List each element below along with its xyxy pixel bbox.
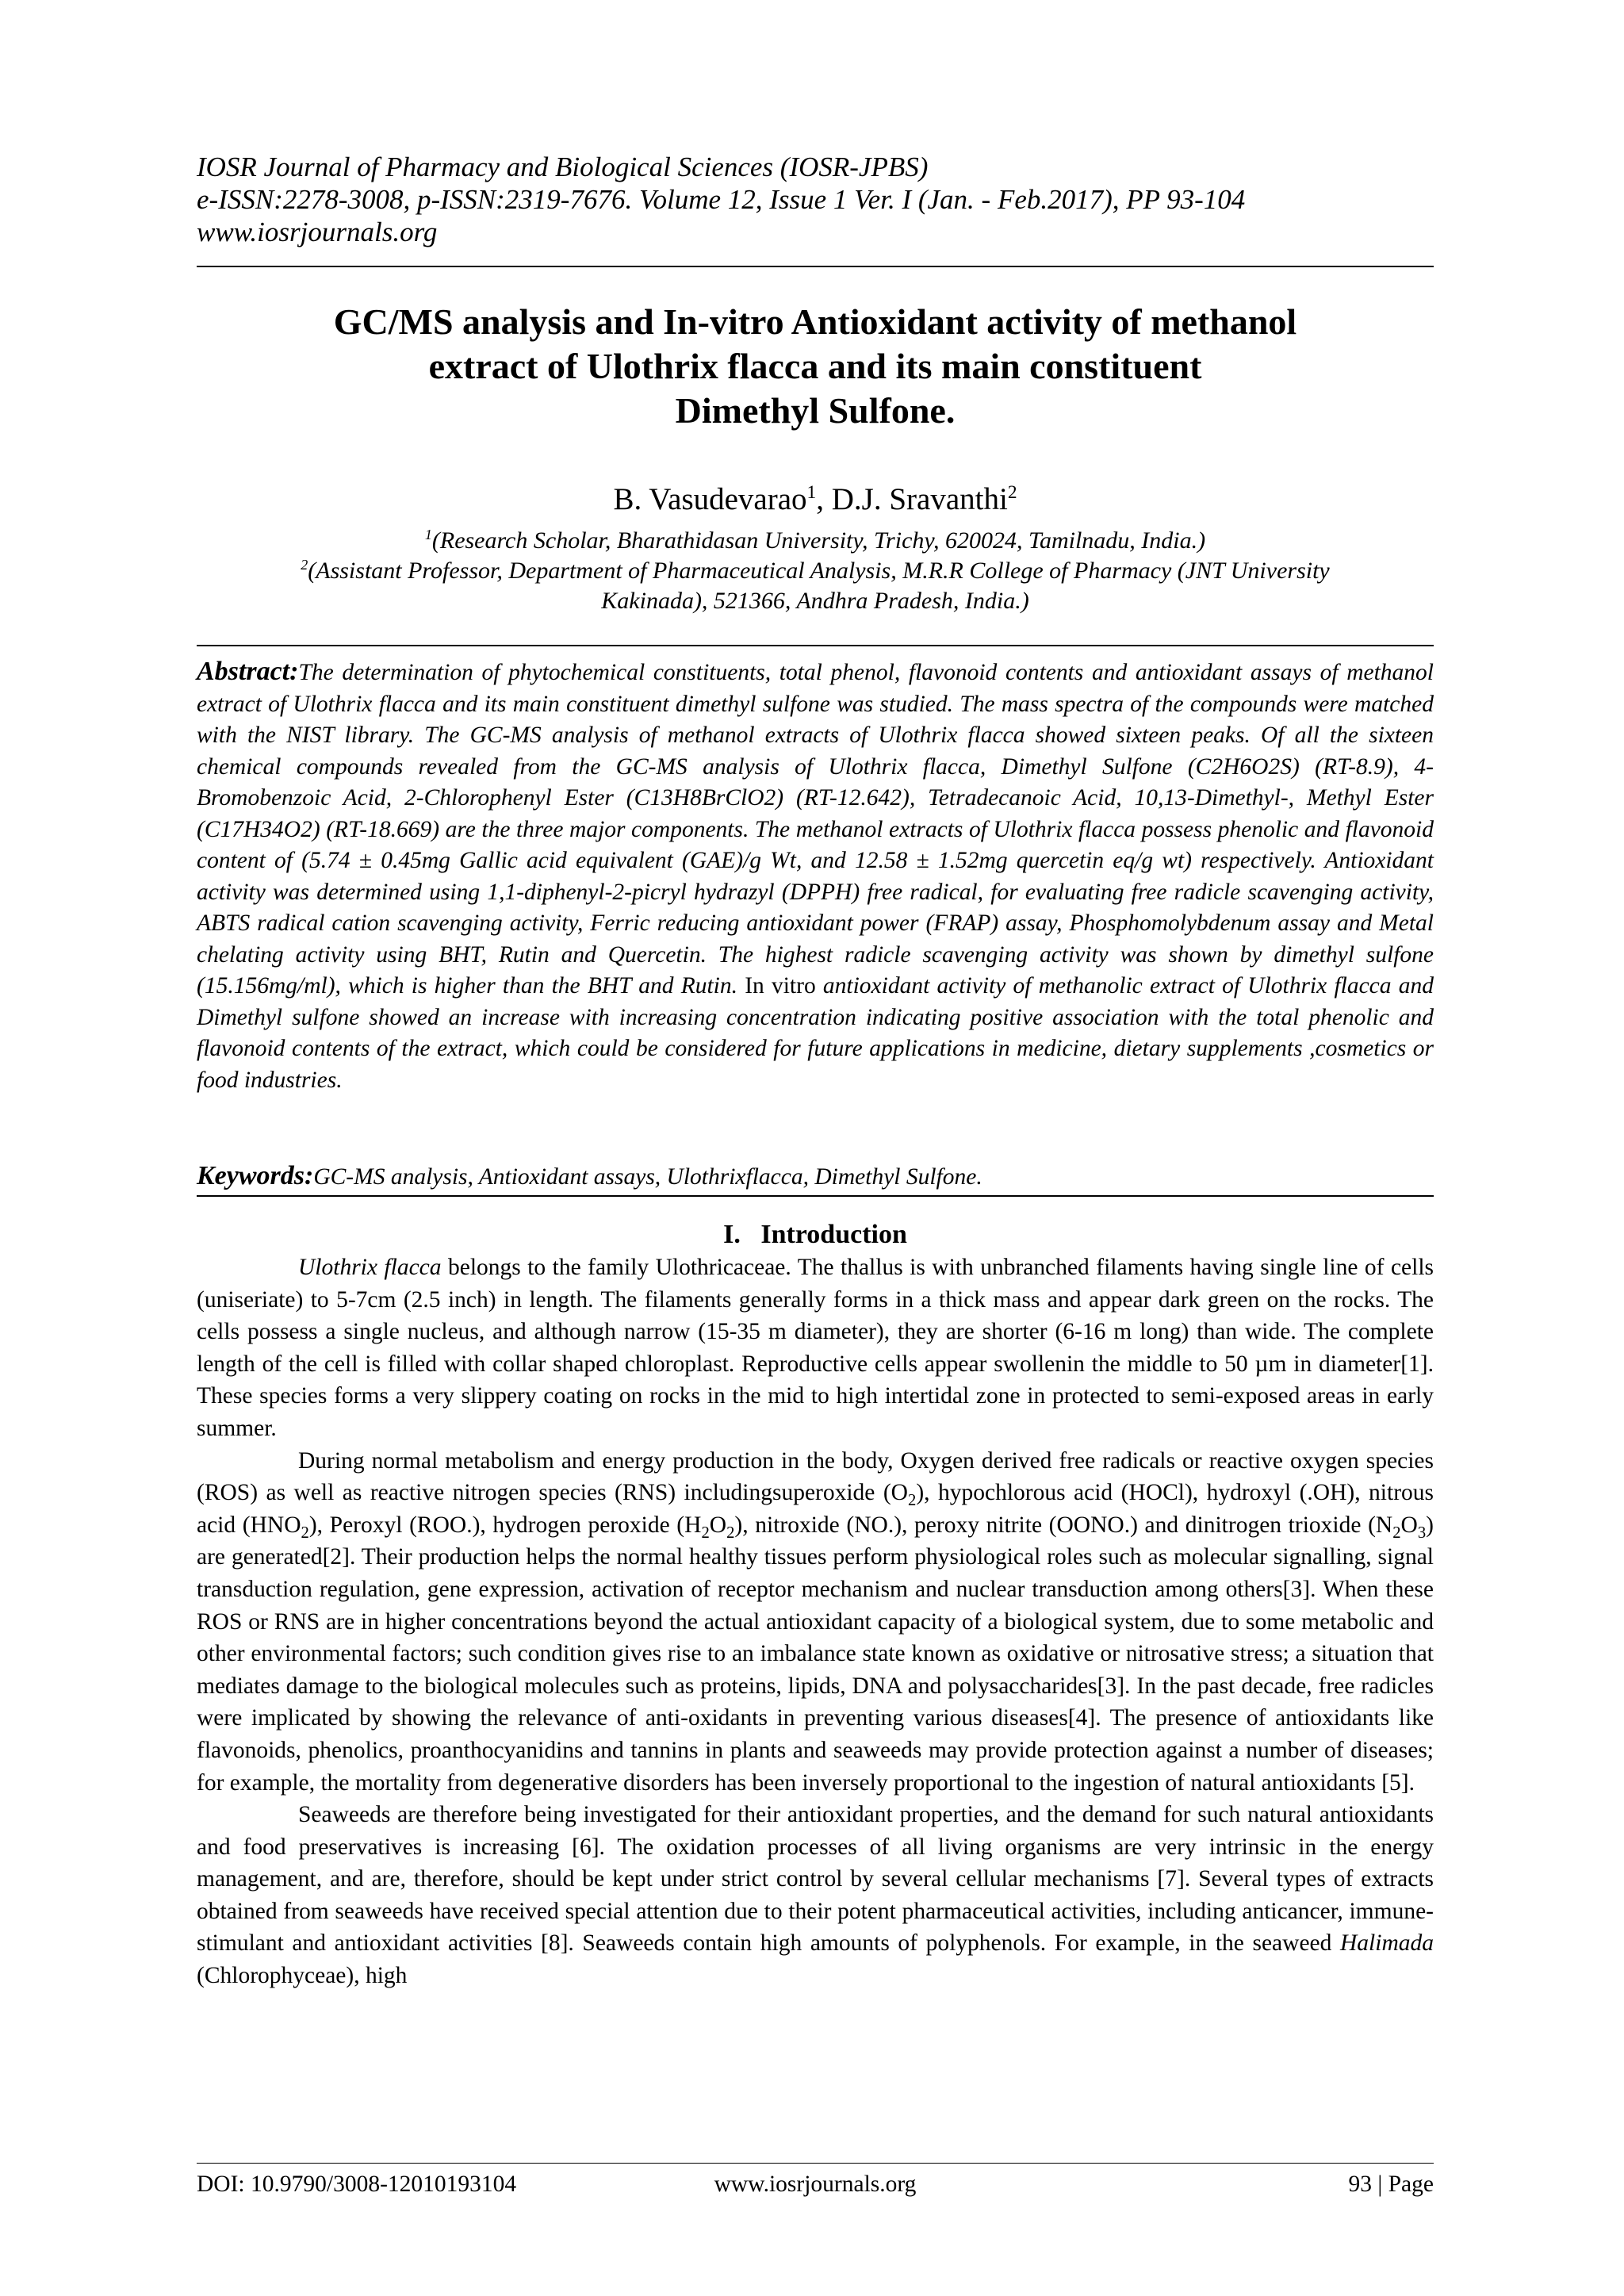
journal-name: IOSR Journal of Pharmacy and Biological Sciences (IOSR-JPBS) xyxy=(197,151,929,182)
author-2: D.J. Sravanthi xyxy=(831,482,1008,516)
section-heading-introduction xyxy=(197,1219,1434,1251)
abstract-top-rule xyxy=(197,645,1434,646)
genus-name: Halimada xyxy=(1340,1930,1434,1957)
author-2-affiliation-mark: 2 xyxy=(1007,482,1017,503)
affiliation-2-continued: Kakinada), 521366, Andhra Pradesh, India.) xyxy=(601,588,1029,614)
author-list xyxy=(197,481,1434,518)
affiliations xyxy=(197,526,1434,616)
affiliation-2: $^2$(Assistant Professor, Department of Pharmaceutical Analysis, M.R.R College of Pharmacy (JNT University xyxy=(301,557,1330,584)
journal-header xyxy=(197,151,1434,248)
abstract-text: The determination of phytochemical constituents, total phenol, flavonoid contents and antioxidant assays of methanol extract of Ulothrix flacca and its main constituent dimethyl sulfone was studied. The mass spectra of the compounds were matched with the NIST library. The GC-MS analysis of methanol extracts of Ulothrix flacca showed sixteen peaks. Of all the sixteen chemical compounds revealed from the GC-MS analysis of Ulothrix flacca, Dimethyl Sulfone (C2H6O2S) (RT-8.9), 4-Bromobenzoic Acid, 2-Chlorophenyl Ester (C13H8BrClO2) (RT-12.642), Tetradecanoic Acid, 10,13-Dimethyl-, Methyl Ester (C17H34O2) (RT-18.669) are the three major components. The methanol extracts of Ulothrix flacca possess phenolic and flavonoid content of (5.74 ± 0.45mg Gallic acid equivalent (GAE)/g Wt, and 12.58 ± 1.52mg quercetin eq/g wt) respectively. Antioxidant activity was determined using 1,1-diphenyl-2-picryl hydrazyl (DPPH) free radical, for evaluating free radicle scavenging activity, ABTS radical cation scavenging activity, Ferric reducing antioxidant power (FRAP) assay, Phosphomolybdenum assay and Metal chelating activity using BHT, Rutin and Quercetin. The highest radicle scavenging activity was shown by dimethyl sulfone (15.156mg/ml), which is higher than the BHT and Rutin. xyxy=(197,660,1434,999)
paragraph-1: Ulothrix flacca belongs to the family Ulothricaceae. The thallus is with unbranched filaments having single line of cells (uniseriate) to 5-7cm (2.5 inch) in length. The filaments generally forms in a thick mass and appear dark green on the rocks. The cells possess a single nucleus, and although narrow (15-35 m diameter), they are shorter (6-16 m long) than wide. The complete length of the cell is filled with collar shaped chloroplast. Reproductive cells appear swollenin the middle to 50 µm in diameter[1]. These species forms a very slippery coating on rocks in the mid to high intertidal zone in protected to semi-exposed areas in early summer. xyxy=(197,1255,1434,1441)
affiliation-1: $^1$(Research Scholar, Bharathidasan University, Trichy, 620024, Tamilnadu, India.) xyxy=(424,527,1206,554)
author-1: B. Vasudevarao xyxy=(613,482,807,516)
abstract-label: Abstract: xyxy=(197,657,299,686)
paragraph-3: Seaweeds are therefore being investigated for their antioxidant properties, and the demand for such natural antioxidants and food preservatives is increasing [6]. The oxidation processes of all living organisms are very intrinsic in the energy management, and are, therefore, should be kept under strict control by several cellular mechanisms [7]. Several types of extracts obtained from seaweeds have received special attention due to their potent pharmaceutical activities, including anticancer, immune-stimulant and antioxidant activities [8]. Seaweeds contain high amounts of polyphenols. For example, in the seaweed Halimada (Chlorophyceae), high xyxy=(197,1802,1434,1989)
title-line-3: Dimethyl Sulfone. xyxy=(675,390,956,431)
keywords-label: Keywords: xyxy=(197,1161,314,1190)
journal-url: www.iosrjournals.org xyxy=(197,217,438,247)
footer-doi: DOI: 10.9790/3008-12010193104 xyxy=(197,2171,517,2197)
journal-issn: e-ISSN:2278-3008, p-ISSN:2319-7676. Volume 12, Issue 1 Ver. I (Jan. - Feb.2017), PP 93-104 xyxy=(197,184,1246,215)
footer-page-number: 93 | Page xyxy=(1348,2171,1434,2197)
author-separator: , xyxy=(816,482,832,516)
keywords xyxy=(197,1161,1434,1192)
paper-title xyxy=(197,300,1434,433)
footer-website: www.iosrjournals.org xyxy=(714,2171,917,2197)
author-1-affiliation-mark: 1 xyxy=(806,482,817,503)
abstract-text-end: antioxidant activity of methanolic extract of Ulothrix flacca and Dimethyl sulfone showed an increase with increasing concentration indicating positive association with the total phenolic and flavonoid contents of the extract, which could be considered for future applications in medicine, dietary supplements ,cosmetics or food industries. xyxy=(197,973,1434,1093)
footer-rule xyxy=(197,2163,1434,2164)
body-text xyxy=(197,1251,1434,1992)
page-footer xyxy=(197,2168,1434,2200)
title-line-1: GC/MS analysis and In-vitro Antioxidant activity of methanol xyxy=(333,301,1297,342)
section-number: I. xyxy=(723,1220,741,1249)
abstract-in-vitro: In vitro xyxy=(737,973,816,999)
title-line-2: extract of Ulothrix flacca and its main constituent xyxy=(428,346,1202,386)
abstract-bottom-rule xyxy=(197,1195,1434,1197)
paragraph-2: During normal metabolism and energy production in the body, Oxygen derived free radicals or reactive oxygen species (ROS) as well as reactive nitrogen species (RNS) includingsuperoxide $(O_2)$, hypochlorous acid (HOCl), hydroxyl (.OH), nitrous acid $(HNO_2)$, Peroxyl (ROO.), hydrogen peroxide $(H_2O_2)$, nitroxide (NO.), peroxy nitrite (OONO.) and dinitrogen trioxide $(N_2O_3)$ are generated[2]. Their production helps the normal healthy tissues perform physiological roles such as molecular signalling, signal transduction regulation, gene expression, activation of receptor mechanism and nuclear transduction among others[3]. When these ROS or RNS are in higher concentrations beyond the actual antioxidant capacity of a biological system, due to some metabolic and other environmental factors; such condition gives rise to an imbalance state known as oxidative or nitrosative stress; a situation that mediates damage to the biological molecules such as proteins, lipids, DNA and polysaccharides[3]. In the past decade, free radicles were implicated by showing the relevance of anti-oxidants in preventing various diseases[4]. The presence of antioxidants like flavonoids, phenolics, proanthocyanidins and tannins in plants and seaweeds may provide protection against a number of diseases; for example, the mortality from degenerative disorders has been inversely proportional to the ingestion of natural antioxidants [5]. xyxy=(197,1447,1434,1796)
abstract xyxy=(197,656,1434,1096)
header-rule xyxy=(197,266,1434,267)
species-name: Ulothrix flacca xyxy=(298,1255,442,1280)
keywords-text: GC-MS analysis, Antioxidant assays, Ulothrixflacca, Dimethyl Sulfone. xyxy=(313,1164,982,1190)
section-title: Introduction xyxy=(760,1220,907,1249)
